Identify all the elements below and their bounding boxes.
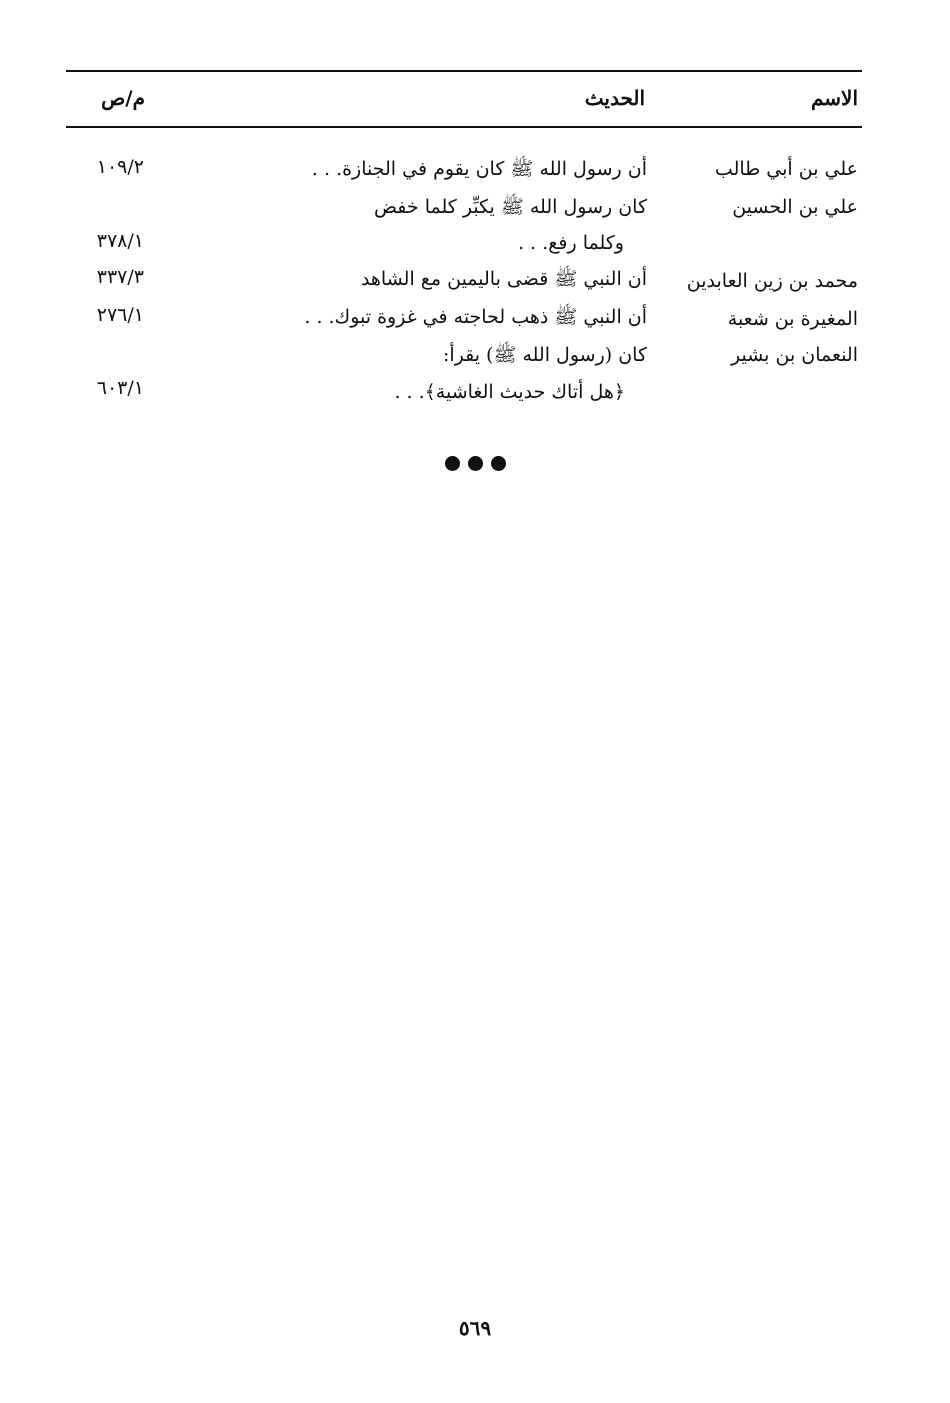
column-header-reference: م/ص bbox=[101, 86, 145, 110]
narrator-name: علي بن أبي طالب bbox=[714, 158, 858, 180]
volume-page-ref: ٢٧٦/١ bbox=[96, 304, 144, 326]
narrator-name: محمد بن زين العابدين bbox=[686, 270, 858, 292]
hadith-text: أن رسول الله ﷺ كان يقوم في الجنازة. . . bbox=[311, 158, 647, 180]
volume-page-ref: ٣٣٧/٣ bbox=[96, 266, 144, 288]
table-top-rule bbox=[66, 70, 862, 72]
ornament-dot bbox=[445, 456, 460, 471]
ornament-dot bbox=[468, 456, 483, 471]
ornament-dot bbox=[491, 456, 506, 471]
column-header-hadith: الحديث bbox=[584, 86, 645, 110]
narrator-name: المغيرة بن شعبة bbox=[727, 308, 858, 330]
narrator-name: علي بن الحسين bbox=[732, 196, 858, 218]
hadith-text: كان رسول الله ﷺ يكبِّر كلما خفض bbox=[374, 196, 647, 218]
volume-page-ref: ٣٧٨/١ bbox=[96, 230, 144, 252]
section-end-ornament bbox=[0, 456, 950, 475]
volume-page-ref: ١٠٩/٢ bbox=[96, 156, 144, 178]
table-header-rule bbox=[66, 126, 862, 128]
narrator-name: النعمان بن بشير bbox=[731, 344, 858, 366]
page-number: ٥٦٩ bbox=[458, 1316, 492, 1340]
hadith-text: ﴿هل أتاك حديث الغاشية﴾. . . bbox=[394, 381, 625, 403]
hadith-text: وكلما رفع. . . bbox=[518, 232, 624, 254]
volume-page-ref: ٦٠٣/١ bbox=[96, 377, 144, 399]
hadith-text: كان (رسول الله ﷺ) يقرأ: bbox=[442, 344, 647, 366]
column-header-name: الاسم bbox=[810, 86, 858, 110]
hadith-text: أن النبي ﷺ ذهب لحاجته في غزوة تبوك. . . bbox=[304, 306, 647, 328]
hadith-text: أن النبي ﷺ قضى باليمين مع الشاهد bbox=[360, 268, 647, 290]
